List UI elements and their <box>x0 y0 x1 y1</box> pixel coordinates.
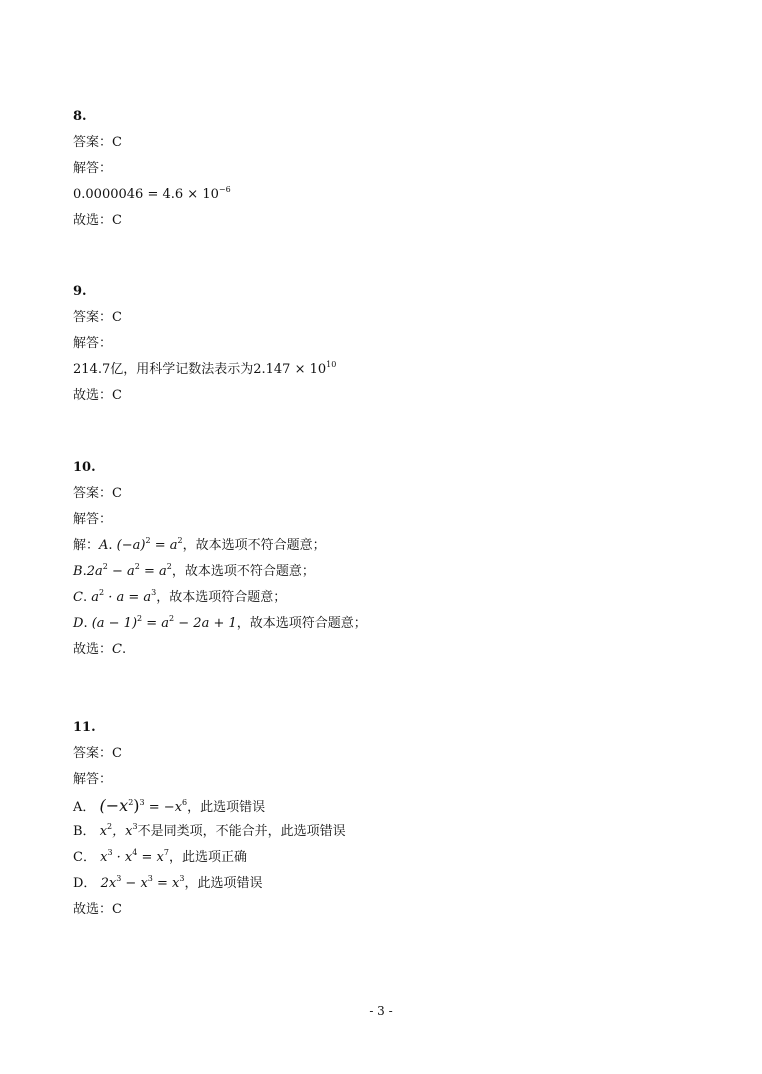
answer-line: 答案：C <box>73 486 122 501</box>
option-a-line: A． $(-x^2)^3 = -x^6$，此选项错误 <box>73 796 266 815</box>
question-number: 10. <box>73 460 96 475</box>
question-number: 11. <box>73 720 96 735</box>
solution-label: 解答： <box>73 772 113 787</box>
solution-label: 解答： <box>73 512 113 527</box>
conclusion-line: 故选：C <box>73 388 122 403</box>
question-10 <box>73 455 713 663</box>
conclusion-line: 故选：C. <box>73 642 127 657</box>
option-b-line: B． $x^2$，$x^3$不是同类项，不能合并，此选项错误 <box>73 822 346 839</box>
option-c-line: C. $a^2 \cdot a = a^3$，故本选项符合题意； <box>73 588 287 605</box>
page-number: - 3 - <box>369 1004 393 1018</box>
option-d-line: D. $(a - 1)^2 = a^2 - 2a + 1$，故本选项符合题意； <box>73 614 367 631</box>
option-c-line: C． $x^3 \cdot x^4 = x^7$，此选项正确 <box>73 848 247 865</box>
solution-expression: 214.7亿，用科学记数法表示为$2.147 \times 10^{10}$ <box>73 360 337 377</box>
solution-label: 解答： <box>73 336 113 351</box>
option-b-line: $B.2a^2 - a^2 = a^2$，故本选项不符合题意； <box>73 562 315 579</box>
conclusion-line: 故选：C <box>73 902 122 917</box>
option-a-line: 解：A. $(-a)^2 = a^2$，故本选项不符合题意； <box>73 536 326 553</box>
question-8 <box>73 104 713 234</box>
answer-line: 答案：C <box>73 310 122 325</box>
question-number: 8. <box>73 109 87 124</box>
conclusion-line: 故选：C <box>73 213 122 228</box>
question-11 <box>73 715 713 923</box>
solution-expression: $0.0000046 = 4.6 \times 10^{-6}$ <box>73 185 231 202</box>
answer-line: 答案：C <box>73 135 122 150</box>
answer-line: 答案：C <box>73 746 122 761</box>
solution-label: 解答： <box>73 161 113 176</box>
question-number: 9. <box>73 284 87 299</box>
option-d-line: D． $2x^3 - x^3 = x^3$，此选项错误 <box>73 874 263 891</box>
question-9 <box>73 279 713 409</box>
